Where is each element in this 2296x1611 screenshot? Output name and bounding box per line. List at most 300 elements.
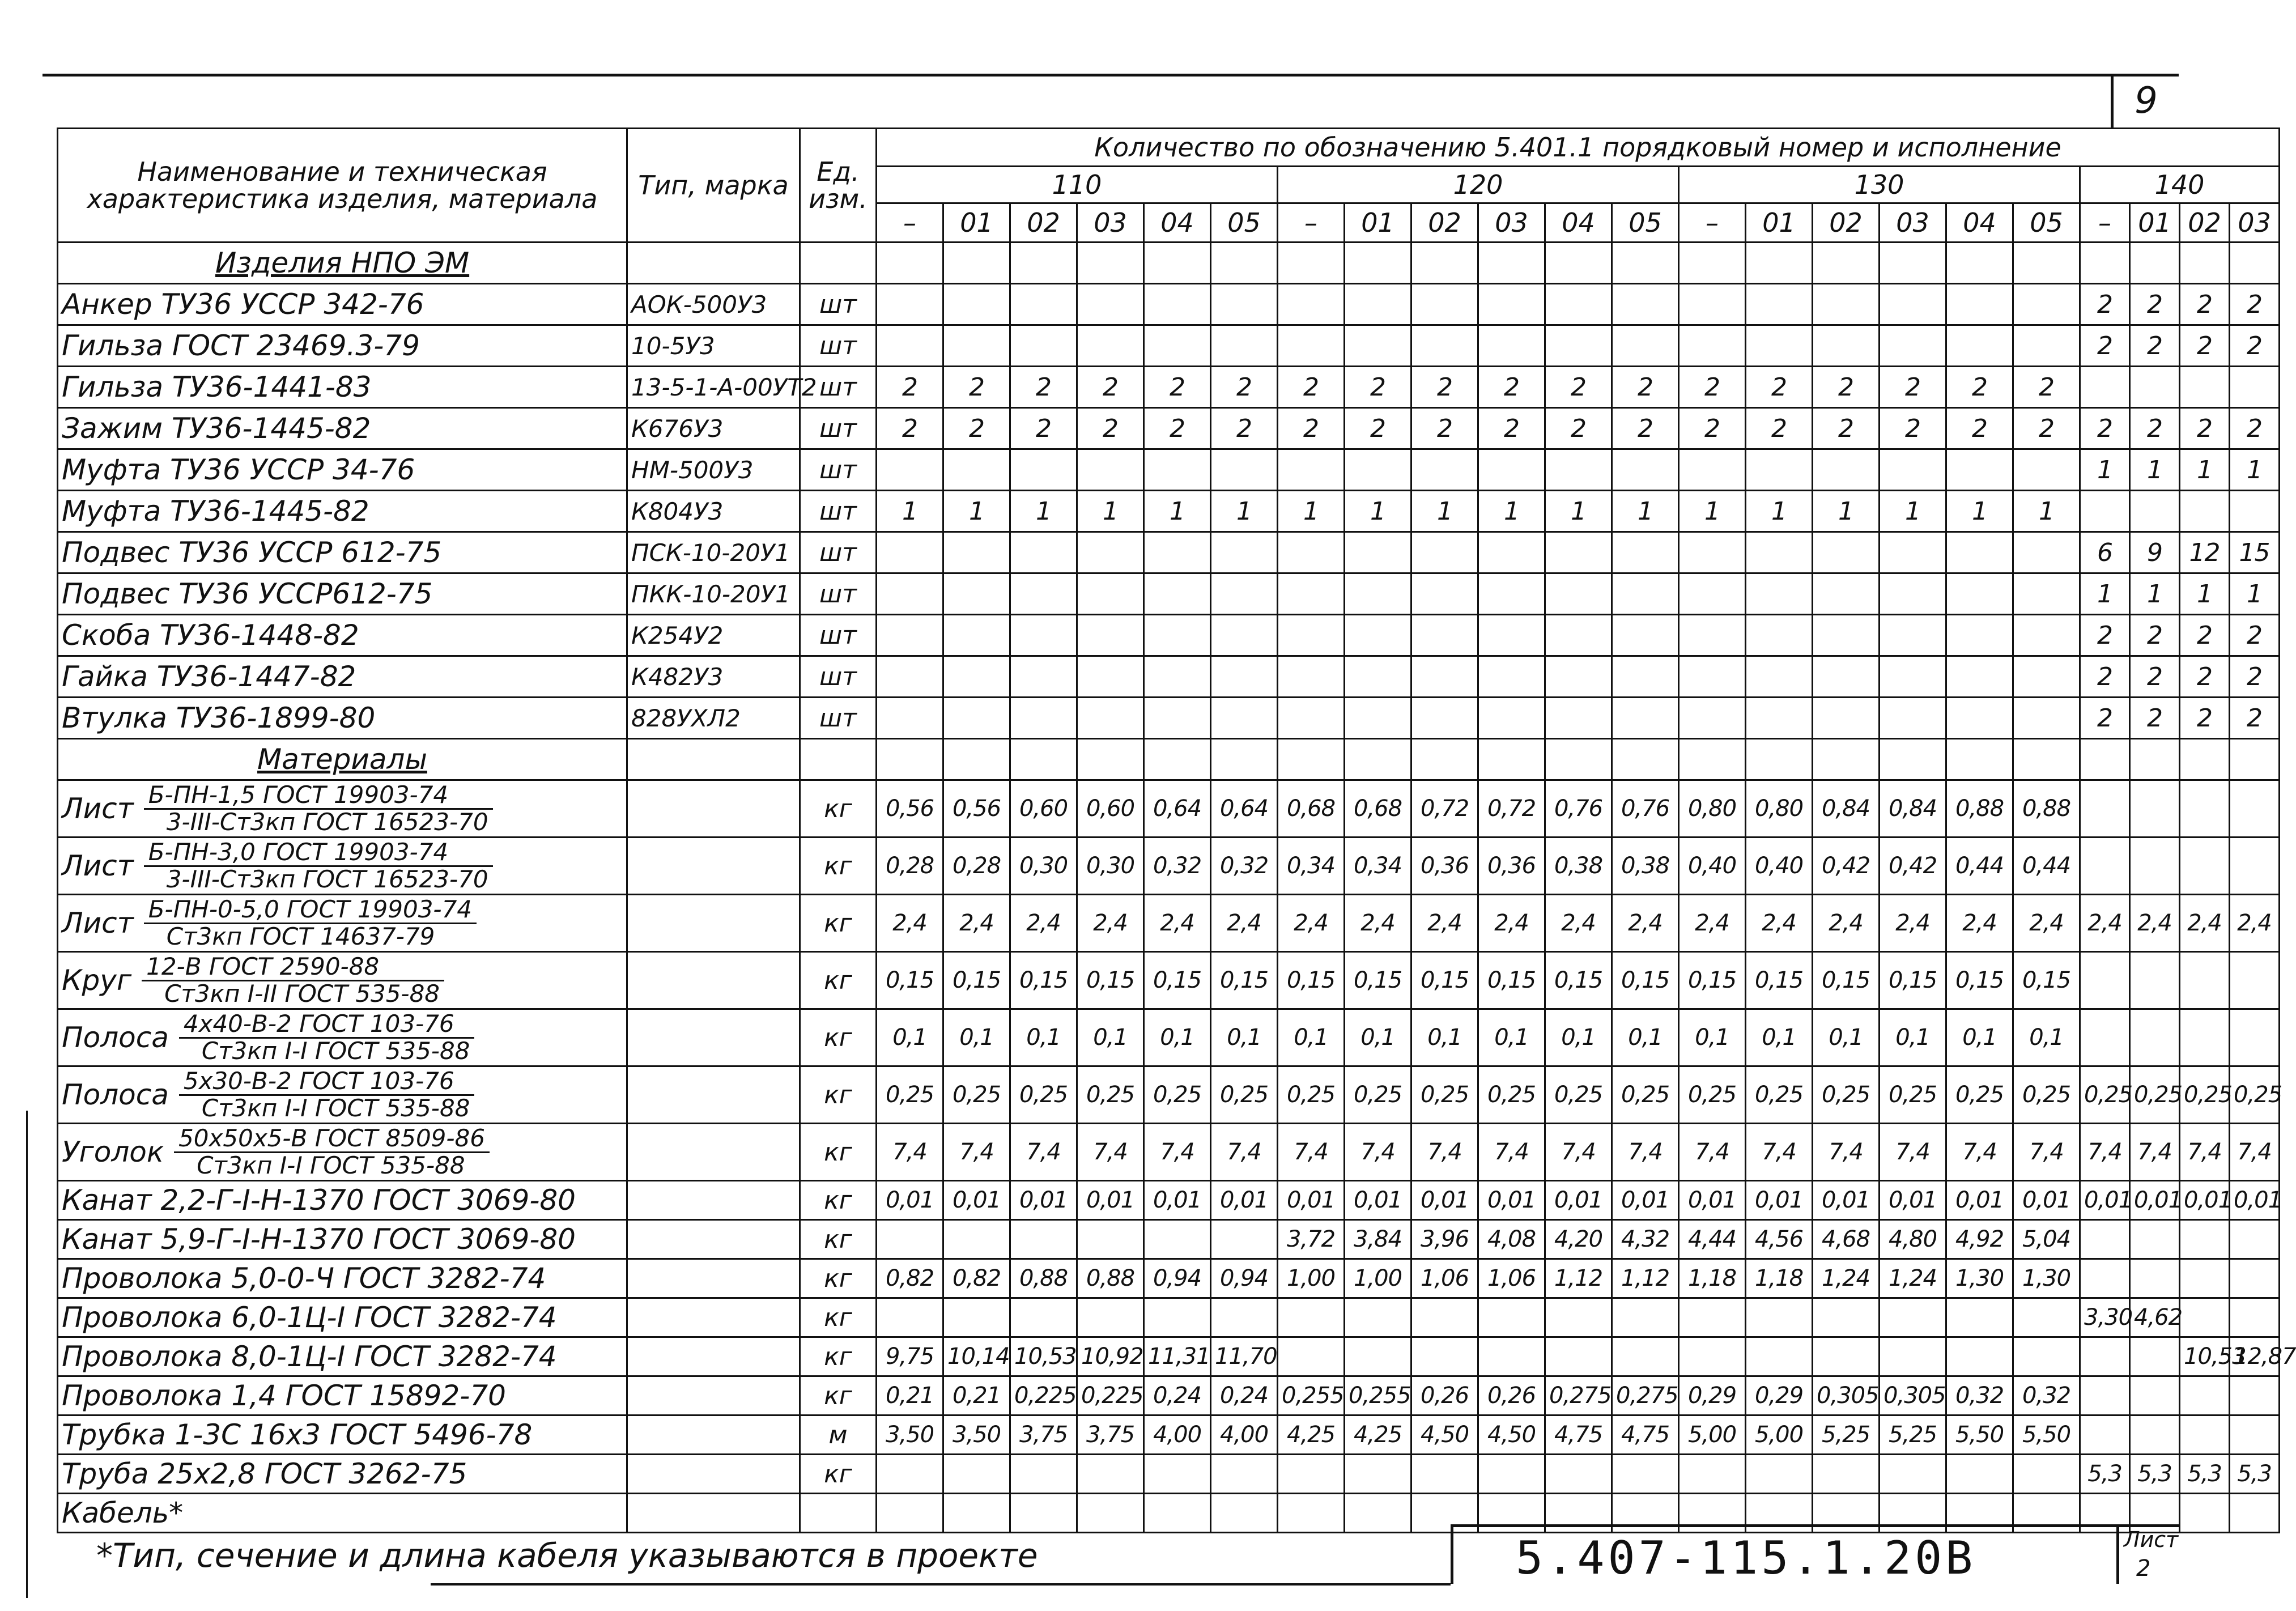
qty-cell xyxy=(2230,952,2280,1009)
qty-cell xyxy=(1746,284,1813,325)
qty-cell xyxy=(2013,1298,2080,1337)
qty-cell xyxy=(2013,615,2080,656)
qty-cell: 5,00 xyxy=(1679,1416,1746,1455)
empty-cell xyxy=(627,739,800,780)
empty-cell xyxy=(1077,739,1144,780)
empty-cell xyxy=(1478,739,1545,780)
qty-cell: 2 xyxy=(1144,408,1211,449)
qty-cell xyxy=(1411,698,1478,739)
qty-cell: 12 xyxy=(2180,532,2230,573)
qty-cell xyxy=(1612,1455,1679,1494)
empty-cell xyxy=(1345,739,1411,780)
qty-cell: 10,53 xyxy=(1010,1337,1077,1376)
qty-cell: 0,40 xyxy=(1746,838,1813,895)
qty-cell xyxy=(2080,1416,2130,1455)
qty-cell xyxy=(1746,1337,1813,1376)
qty-cell: 0,25 xyxy=(1411,1066,1478,1124)
qty-cell: 2 xyxy=(1612,367,1679,408)
table-row xyxy=(58,284,2280,325)
qty-cell xyxy=(877,615,943,656)
item-unit: кг xyxy=(800,838,877,895)
material-standard: 3-III-Ст3кп ГОСТ 16523-70 xyxy=(166,807,488,836)
qty-cell: 7,4 xyxy=(1211,1124,1278,1181)
sub-header-cell: 02 xyxy=(1010,203,1077,243)
qty-cell xyxy=(1010,615,1077,656)
qty-cell: 2 xyxy=(943,408,1010,449)
qty-cell xyxy=(1345,1455,1411,1494)
qty-cell xyxy=(1345,1298,1411,1337)
material-standard: Ст3кп I-I ГОСТ 535-88 xyxy=(201,1036,470,1065)
qty-cell xyxy=(1545,698,1612,739)
empty-cell xyxy=(1746,739,1813,780)
qty-cell xyxy=(1345,284,1411,325)
qty-cell: 1 xyxy=(1345,491,1411,532)
qty-cell: 0,25 xyxy=(1612,1066,1679,1124)
qty-cell: 2 xyxy=(1545,367,1612,408)
item-mark xyxy=(627,1455,800,1494)
qty-cell xyxy=(1478,1298,1545,1337)
qty-cell: 0,60 xyxy=(1010,780,1077,838)
sub-header-cell: 02 xyxy=(1411,203,1478,243)
qty-cell xyxy=(2080,1337,2130,1376)
table-row xyxy=(58,367,2280,408)
material-name: Трубка 1-3С 16х3 ГОСТ 5496-78 xyxy=(58,1416,627,1455)
qty-cell: 2,4 xyxy=(1679,895,1746,952)
table-row xyxy=(58,1181,2280,1220)
qty-cell xyxy=(1679,284,1746,325)
qty-cell: 0,68 xyxy=(1278,780,1345,838)
qty-cell xyxy=(1679,1337,1746,1376)
qty-cell xyxy=(1612,573,1679,615)
qty-cell xyxy=(1411,1455,1478,1494)
material-standard: Ст3кп I-I ГОСТ 535-88 xyxy=(201,1094,470,1122)
qty-cell: 0,1 xyxy=(2013,1009,2080,1066)
qty-cell: 0,38 xyxy=(1545,838,1612,895)
qty-cell: 4,08 xyxy=(1478,1220,1545,1259)
qty-cell: 0,15 xyxy=(877,952,943,1009)
qty-cell xyxy=(1545,1337,1612,1376)
qty-cell xyxy=(2080,1220,2130,1259)
qty-cell xyxy=(1144,698,1211,739)
qty-cell xyxy=(1478,656,1545,698)
qty-cell xyxy=(2180,1494,2230,1533)
qty-cell: 1,30 xyxy=(1946,1259,2013,1298)
qty-cell: 0,1 xyxy=(1411,1009,1478,1066)
item-unit: кг xyxy=(800,952,877,1009)
qty-cell xyxy=(1278,449,1345,491)
qty-cell: 1 xyxy=(2230,573,2280,615)
qty-cell: 0,255 xyxy=(1345,1376,1411,1416)
empty-cell xyxy=(1411,243,1478,284)
qty-cell: 0,25 xyxy=(1077,1066,1144,1124)
qty-cell xyxy=(1545,656,1612,698)
qty-cell xyxy=(877,1220,943,1259)
item-mark: К254У2 xyxy=(627,615,800,656)
qty-cell xyxy=(1144,1298,1211,1337)
qty-cell xyxy=(1411,532,1478,573)
qty-cell: 2 xyxy=(2230,615,2280,656)
material-standard: Ст3кп I-II ГОСТ 535-88 xyxy=(164,979,440,1008)
qty-cell xyxy=(2180,1376,2230,1416)
empty-cell xyxy=(2013,243,2080,284)
qty-cell: 2,4 xyxy=(1278,895,1345,952)
qty-cell: 1 xyxy=(1813,491,1880,532)
qty-cell xyxy=(2130,1259,2180,1298)
material-fraction xyxy=(174,1126,490,1178)
item-unit: кг xyxy=(800,1455,877,1494)
qty-cell: 0,72 xyxy=(1411,780,1478,838)
qty-cell xyxy=(2013,325,2080,367)
sub-header-cell: 03 xyxy=(1880,203,1946,243)
material-fraction xyxy=(179,1011,475,1063)
col-header-unit: Ед. изм. xyxy=(800,129,877,243)
qty-cell: 4,56 xyxy=(1746,1220,1813,1259)
qty-cell: 0,15 xyxy=(1345,952,1411,1009)
qty-cell xyxy=(1278,656,1345,698)
material-spec xyxy=(62,1011,623,1063)
item-mark: 13-5-1-А-00УТ2 xyxy=(627,367,800,408)
qty-cell: 0,36 xyxy=(1478,838,1545,895)
qty-cell: 3,96 xyxy=(1411,1220,1478,1259)
empty-cell xyxy=(2130,243,2180,284)
sub-header-cell: 01 xyxy=(1345,203,1411,243)
qty-cell: 7,4 xyxy=(877,1124,943,1181)
qty-cell: 7,4 xyxy=(1813,1124,1880,1181)
qty-cell xyxy=(1813,532,1880,573)
qty-cell: 0,25 xyxy=(2013,1066,2080,1124)
empty-cell xyxy=(2080,739,2130,780)
qty-cell: 1 xyxy=(1478,491,1545,532)
empty-cell xyxy=(943,243,1010,284)
qty-cell: 0,88 xyxy=(1946,780,2013,838)
qty-cell: 2 xyxy=(2230,698,2280,739)
qty-cell: 2 xyxy=(877,367,943,408)
qty-cell xyxy=(2130,780,2180,838)
qty-cell: 2 xyxy=(2180,284,2230,325)
qty-cell xyxy=(1612,615,1679,656)
item-mark: АОК-500У3 xyxy=(627,284,800,325)
qty-cell: 0,01 xyxy=(877,1181,943,1220)
empty-cell xyxy=(2130,739,2180,780)
table-row xyxy=(58,615,2280,656)
qty-cell: 4,50 xyxy=(1411,1416,1478,1455)
item-mark: 828УХЛ2 xyxy=(627,698,800,739)
qty-cell: 1 xyxy=(1411,491,1478,532)
empty-cell xyxy=(1946,243,2013,284)
qty-cell xyxy=(2180,1220,2230,1259)
item-unit: шт xyxy=(800,408,877,449)
qty-cell: 0,01 xyxy=(1545,1181,1612,1220)
qty-cell xyxy=(1679,1298,1746,1337)
qty-cell xyxy=(2180,1009,2230,1066)
qty-cell xyxy=(1880,449,1946,491)
qty-cell: 11,31 xyxy=(1144,1337,1211,1376)
qty-cell: 1 xyxy=(1746,491,1813,532)
qty-cell: 1 xyxy=(1010,491,1077,532)
col-header-quantity: Количество по обозначению 5.401.1 порядковый номер и исполнение xyxy=(877,129,2280,167)
qty-cell xyxy=(1545,1455,1612,1494)
qty-cell xyxy=(1679,449,1746,491)
qty-cell: 0,21 xyxy=(943,1376,1010,1416)
qty-cell xyxy=(877,698,943,739)
item-unit: шт xyxy=(800,573,877,615)
qty-cell: 4,44 xyxy=(1679,1220,1746,1259)
material-name xyxy=(58,1066,627,1124)
qty-cell: 0,01 xyxy=(1345,1181,1411,1220)
qty-cell xyxy=(1278,1337,1345,1376)
empty-cell xyxy=(1813,243,1880,284)
table-row xyxy=(58,952,2280,1009)
qty-cell xyxy=(2180,367,2230,408)
qty-cell: 2 xyxy=(1946,367,2013,408)
qty-cell: 2 xyxy=(1345,367,1411,408)
qty-cell: 0,1 xyxy=(1278,1009,1345,1066)
table-row xyxy=(58,1009,2280,1066)
qty-cell: 0,76 xyxy=(1545,780,1612,838)
qty-cell xyxy=(1478,1337,1545,1376)
item-mark xyxy=(627,952,800,1009)
item-name: Подвес ТУ36 УССР 612-75 xyxy=(58,532,627,573)
qty-cell: 2 xyxy=(1746,367,1813,408)
material-grade: Б-ПН-1,5 ГОСТ 19903-74 xyxy=(144,783,493,809)
qty-cell xyxy=(1345,449,1411,491)
qty-cell: 2 xyxy=(1679,408,1746,449)
qty-cell: 0,1 xyxy=(877,1009,943,1066)
qty-cell xyxy=(1545,449,1612,491)
qty-cell xyxy=(1612,698,1679,739)
qty-cell xyxy=(2013,532,2080,573)
material-spec xyxy=(62,840,623,891)
footnote xyxy=(57,1524,1451,1587)
qty-cell xyxy=(1746,1455,1813,1494)
qty-cell: 2 xyxy=(2130,656,2180,698)
qty-cell xyxy=(943,532,1010,573)
qty-cell: 0,1 xyxy=(1144,1009,1211,1066)
qty-cell xyxy=(1144,449,1211,491)
qty-cell: 2 xyxy=(2230,656,2280,698)
item-unit: кг xyxy=(800,1337,877,1376)
item-mark xyxy=(627,838,800,895)
qty-cell xyxy=(1946,615,2013,656)
qty-cell: 0,34 xyxy=(1345,838,1411,895)
material-label: Уголок xyxy=(62,1136,164,1168)
qty-cell: 0,01 xyxy=(1946,1181,2013,1220)
empty-cell xyxy=(2080,243,2130,284)
item-mark: К804У3 xyxy=(627,491,800,532)
qty-cell: 0,15 xyxy=(1077,952,1144,1009)
section-row xyxy=(58,243,2280,284)
qty-cell xyxy=(1612,449,1679,491)
qty-cell xyxy=(1010,325,1077,367)
qty-cell: 0,25 xyxy=(1813,1066,1880,1124)
qty-cell: 7,4 xyxy=(1144,1124,1211,1181)
footnote-rule xyxy=(431,1583,1451,1586)
qty-cell xyxy=(1545,615,1612,656)
qty-cell xyxy=(2230,838,2280,895)
qty-cell xyxy=(943,325,1010,367)
qty-cell: 0,255 xyxy=(1278,1376,1345,1416)
qty-cell: 0,01 xyxy=(1813,1181,1880,1220)
qty-cell: 2 xyxy=(1144,367,1211,408)
qty-cell: 2,4 xyxy=(2080,895,2130,952)
table-row xyxy=(58,1337,2280,1376)
qty-cell: 0,15 xyxy=(2013,952,2080,1009)
qty-cell xyxy=(1345,698,1411,739)
item-mark xyxy=(627,1259,800,1298)
item-unit: шт xyxy=(800,325,877,367)
item-unit: шт xyxy=(800,284,877,325)
qty-cell: 4,32 xyxy=(1612,1220,1679,1259)
qty-cell xyxy=(943,1220,1010,1259)
table-row xyxy=(58,1220,2280,1259)
qty-cell xyxy=(877,1298,943,1337)
qty-cell: 4,00 xyxy=(1144,1416,1211,1455)
qty-cell: 1 xyxy=(877,491,943,532)
qty-cell xyxy=(1813,1298,1880,1337)
sub-header-cell: 05 xyxy=(2013,203,2080,243)
qty-cell: 2,4 xyxy=(1880,895,1946,952)
qty-cell xyxy=(2130,1376,2180,1416)
qty-cell: 0,25 xyxy=(1010,1066,1077,1124)
qty-cell xyxy=(1946,1337,2013,1376)
material-name xyxy=(58,952,627,1009)
qty-cell: 2 xyxy=(2080,698,2130,739)
qty-cell: 0,01 xyxy=(1478,1181,1545,1220)
qty-cell: 0,30 xyxy=(1010,838,1077,895)
qty-cell: 2 xyxy=(2230,284,2280,325)
empty-cell xyxy=(1813,739,1880,780)
qty-cell xyxy=(1880,532,1946,573)
qty-cell: 0,225 xyxy=(1077,1376,1144,1416)
qty-cell: 4,68 xyxy=(1813,1220,1880,1259)
qty-cell xyxy=(2013,449,2080,491)
qty-cell: 7,4 xyxy=(2180,1124,2230,1181)
qty-cell xyxy=(1946,573,2013,615)
qty-cell: 0,94 xyxy=(1211,1259,1278,1298)
qty-cell xyxy=(1077,573,1144,615)
qty-cell: 7,4 xyxy=(1545,1124,1612,1181)
qty-cell: 0,42 xyxy=(1880,838,1946,895)
qty-cell: 7,4 xyxy=(1010,1124,1077,1181)
qty-cell: 4,50 xyxy=(1478,1416,1545,1455)
sub-header-cell: 02 xyxy=(1813,203,1880,243)
qty-cell: 7,4 xyxy=(1278,1124,1345,1181)
qty-cell: 0,32 xyxy=(2013,1376,2080,1416)
material-spec xyxy=(62,1069,623,1120)
qty-cell: 0,29 xyxy=(1746,1376,1813,1416)
qty-cell: 0,15 xyxy=(1478,952,1545,1009)
qty-cell xyxy=(2230,1220,2280,1259)
qty-cell xyxy=(1813,449,1880,491)
qty-cell xyxy=(1813,656,1880,698)
qty-cell xyxy=(877,532,943,573)
qty-cell xyxy=(1211,284,1278,325)
qty-cell: 2,4 xyxy=(1411,895,1478,952)
material-name xyxy=(58,838,627,895)
col-header-type: Тип, марка xyxy=(627,129,800,243)
qty-cell xyxy=(1612,1337,1679,1376)
qty-cell xyxy=(1411,1298,1478,1337)
qty-cell: 2 xyxy=(2180,656,2230,698)
qty-cell xyxy=(1679,698,1746,739)
material-fraction xyxy=(144,897,477,949)
qty-cell: 0,01 xyxy=(1679,1181,1746,1220)
qty-cell: 2 xyxy=(1746,408,1813,449)
qty-cell: 0,25 xyxy=(2080,1066,2130,1124)
qty-cell xyxy=(1144,656,1211,698)
material-grade: 5х30-В-2 ГОСТ 103-76 xyxy=(179,1069,475,1095)
qty-cell xyxy=(1010,1455,1077,1494)
empty-cell xyxy=(1010,739,1077,780)
item-name: Подвес ТУ36 УССР612-75 xyxy=(58,573,627,615)
qty-cell xyxy=(1880,573,1946,615)
empty-cell xyxy=(1946,739,2013,780)
qty-cell xyxy=(1545,1298,1612,1337)
qty-cell: 0,44 xyxy=(1946,838,2013,895)
qty-cell: 7,4 xyxy=(1880,1124,1946,1181)
qty-cell: 4,20 xyxy=(1545,1220,1612,1259)
qty-cell: 7,4 xyxy=(1077,1124,1144,1181)
qty-cell: 7,4 xyxy=(2230,1124,2280,1181)
material-spec xyxy=(62,783,623,834)
empty-cell xyxy=(1211,739,1278,780)
qty-cell: 0,01 xyxy=(2080,1181,2130,1220)
qty-cell xyxy=(1746,656,1813,698)
qty-cell xyxy=(1010,532,1077,573)
qty-cell: 0,15 xyxy=(1813,952,1880,1009)
empty-cell xyxy=(1746,243,1813,284)
section-row xyxy=(58,739,2280,780)
side-margin-stamp xyxy=(3,1111,28,1598)
qty-cell: 0,25 xyxy=(943,1066,1010,1124)
sub-header-cell: – xyxy=(877,203,943,243)
qty-cell: 0,1 xyxy=(1077,1009,1144,1066)
qty-cell xyxy=(1411,573,1478,615)
qty-cell: 0,01 xyxy=(1144,1181,1211,1220)
table-row xyxy=(58,1066,2280,1124)
qty-cell: 1,00 xyxy=(1278,1259,1345,1298)
list-box xyxy=(2116,1527,2179,1584)
qty-cell: 0,15 xyxy=(1545,952,1612,1009)
qty-cell: 2 xyxy=(1010,408,1077,449)
qty-cell: 2,4 xyxy=(1478,895,1545,952)
sub-header-cell: 04 xyxy=(1144,203,1211,243)
qty-cell: 0,15 xyxy=(1746,952,1813,1009)
qty-cell: 1 xyxy=(1679,491,1746,532)
qty-cell xyxy=(2230,1376,2280,1416)
qty-cell: 0,25 xyxy=(1211,1066,1278,1124)
qty-cell: 2 xyxy=(2080,284,2130,325)
qty-cell xyxy=(2130,1009,2180,1066)
qty-cell: 0,1 xyxy=(1880,1009,1946,1066)
qty-cell: 1 xyxy=(2230,449,2280,491)
item-name: Гильза ТУ36-1441-83 xyxy=(58,367,627,408)
qty-cell: 0,32 xyxy=(1144,838,1211,895)
qty-cell xyxy=(1946,449,2013,491)
empty-cell xyxy=(1010,243,1077,284)
material-name: Проволока 6,0-1Ц-I ГОСТ 3282-74 xyxy=(58,1298,627,1337)
qty-cell: 3,75 xyxy=(1077,1416,1144,1455)
qty-cell: 0,15 xyxy=(1411,952,1478,1009)
material-standard: 3-III-Ст3кп ГОСТ 16523-70 xyxy=(166,865,488,893)
material-grade: Б-ПН-3,0 ГОСТ 19903-74 xyxy=(144,840,493,866)
qty-cell xyxy=(1612,532,1679,573)
qty-cell xyxy=(1077,1298,1144,1337)
item-unit: кг xyxy=(800,1066,877,1124)
qty-cell xyxy=(1077,449,1144,491)
qty-cell xyxy=(2130,1337,2180,1376)
qty-cell xyxy=(2180,838,2230,895)
